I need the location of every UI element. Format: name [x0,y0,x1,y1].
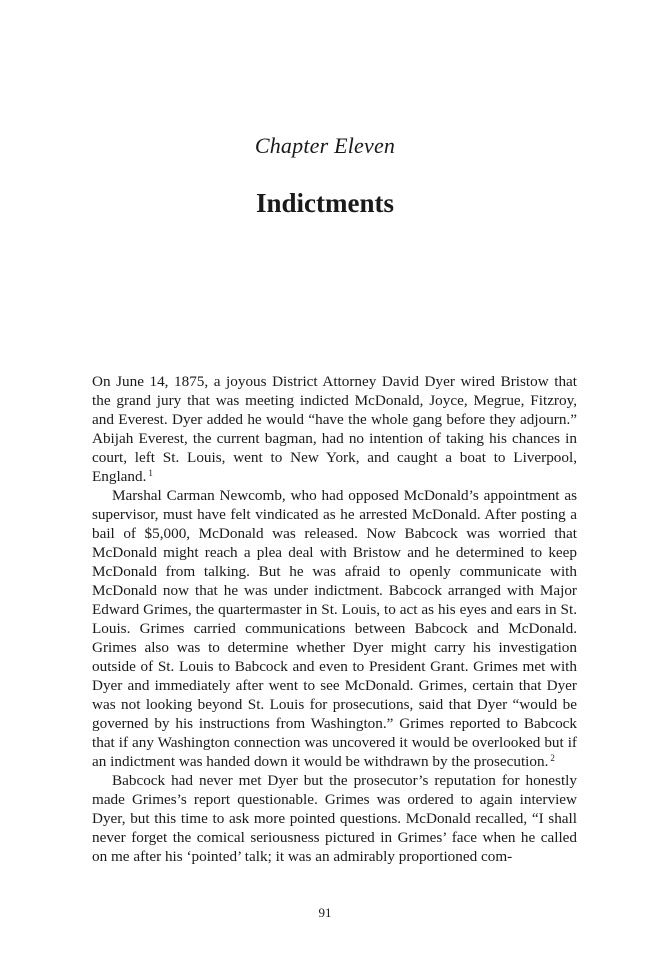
chapter-title: Indictments [255,188,394,218]
footnote-marker: 1 [148,468,153,478]
paragraph-text: On June 14, 1875, a joyous District Attorney David Dyer wired Bristow that the grand jury that was meeting indicted McDonald, Joyce, Megrue, Fitzroy, and Everest. Dyer added he would “have the whole gang before they adjourn.” Abijah Everest, the current bagman, had no intention of taking his chances in court, left St. Louis, went to New York, and caught a boat to Liverpool, England. [92,373,577,485]
paragraph [92,372,577,486]
footnote-marker: 2 [550,753,555,763]
paragraph-text: Babcock had never met Dyer but the prosecutor’s reputation for honestly made Grimes’s report questionable. Grimes was ordered to again interview Dyer, but this time to ask more pointed questions. McDonald recalled, “I shall never forget the comical seriousness pictured in Grimes’ face when he called on me after his ‘pointed’ talk; it was an admirably proportioned com- [92,772,577,865]
paragraph-text: Marshal Carman Newcomb, who had opposed McDonald’s appointment as supervisor, must have felt vindicated as he arrested McDonald. After posting a bail of $5,000, McDonald was released. Now Babcock was worried that McDonald might reach a plea deal with Bristow and he determined to keep McDonald from talking. But he was afraid to openly communicate with McDonald now that he was under indictment. Babcock arranged with Major Edward Grimes, the quartermaster in St. Louis, to act as his eyes and ears in St. Louis. Grimes carried communications between Babcock and McDonald. Grimes also was to determine whether Dyer might carry his investigation outside of St. Louis to Babcock and even to President Grant. Grimes met with Dyer and immediately after went to see McDonald. Grimes, certain that Dyer was not looking beyond St. Louis for prosecutions, said that Dyer “would be governed by his instructions from Washington.” Grimes reported to Babcock that if any Washington connection was uncovered it would be overlooked but if an indictment was handed down it would be withdrawn by the prosecution. [92,487,577,770]
paragraph [92,486,577,771]
body-text [92,372,577,866]
paragraph [92,771,577,866]
chapter-label: Chapter Eleven [254,133,396,158]
page-number: 91 [318,905,332,920]
